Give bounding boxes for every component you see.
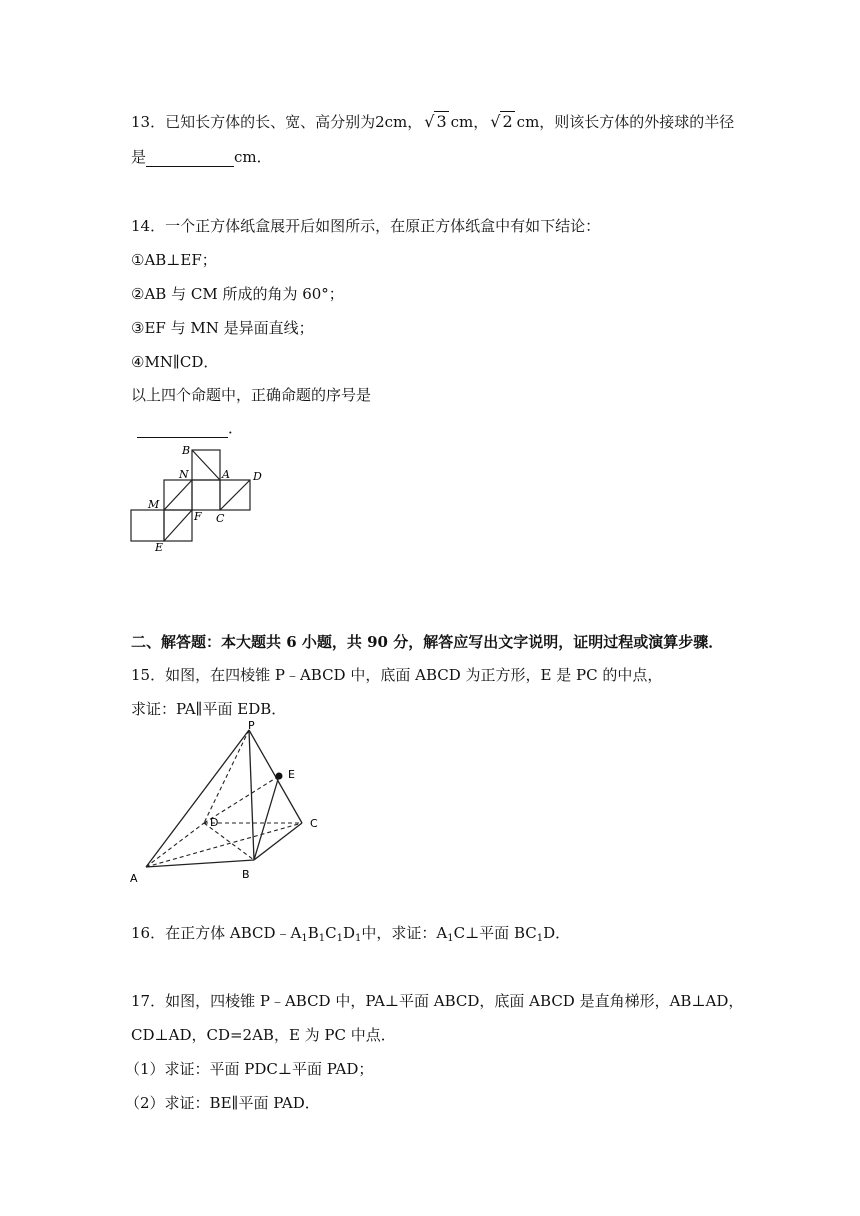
q14-answer-line: ． — [137, 418, 243, 438]
diag-cd — [220, 480, 250, 510]
label-e: E — [155, 541, 164, 554]
q13-text-b: cm，则该长方体的外接球的半径 — [516, 113, 735, 131]
net-square-a — [192, 480, 220, 510]
q13-line1 — [131, 112, 734, 132]
edge-ac — [146, 823, 302, 867]
label-b2: B — [242, 868, 250, 881]
label-f: F — [194, 510, 202, 523]
q14-item-3: ③EF 与 MN 是异面直线； — [131, 319, 314, 337]
q17-line1: 17．如图，四棱锥 P﹣ABCD 中，PA⊥平面 ABCD，底面 ABCD 是直角梯形，AB⊥AD， — [131, 992, 744, 1010]
q15-line2: 求证：PA∥平面 EDB． — [131, 700, 287, 718]
q17-part2: （2）求证：BE∥平面 PAD． — [125, 1094, 320, 1112]
label-e2: E — [288, 768, 295, 781]
diag-mn — [164, 480, 192, 510]
q15-line1: 15．如图，在四棱锥 P﹣ABCD 中，底面 ABCD 为正方形，E 是 PC 的中点， — [131, 666, 663, 684]
q13-unit-a: cm， — [450, 113, 489, 131]
q17-line2: CD⊥AD，CD=2AB，E 为 PC 中点． — [131, 1026, 396, 1044]
q14-intro: 14．一个正方体纸盒展开后如图所示，在原正方体纸盒中有如下结论： — [131, 217, 601, 235]
q14-item-1: ①AB⊥EF； — [131, 251, 217, 269]
q17-part1: （1）求证：平面 PDC⊥平面 PAD； — [125, 1060, 374, 1078]
label-n: N — [179, 468, 189, 481]
edge-pa — [146, 730, 249, 867]
label-a: A — [222, 468, 230, 481]
q14-item-2: ②AB 与 CM 所成的角为 60°； — [131, 285, 344, 303]
q14-question: 以上四个命题中，正确命题的序号是 — [131, 386, 372, 404]
diag-ef — [164, 510, 192, 541]
label-b: B — [182, 444, 191, 457]
sqrt-2: √ 2 — [490, 112, 513, 131]
q14-answer-blank[interactable] — [137, 423, 228, 438]
q16-line: 16．在正方体 $ABCD﹣A_1B_1C_1D_1$中，求证：$A_1C\perp$平面 $BC_1D$． — [131, 924, 571, 944]
q13-text-a: 13．已知长方体的长、宽、高分别为2cm， — [131, 113, 423, 131]
cube-net-figure — [126, 440, 266, 555]
label-p: P — [248, 720, 255, 732]
point-e — [276, 773, 283, 780]
pyramid-figure — [124, 720, 334, 885]
edge-bc — [254, 823, 302, 860]
edge-pd — [204, 730, 249, 823]
q14-item-4: ④MN∥CD． — [131, 353, 219, 371]
label-m: M — [148, 498, 160, 511]
label-d2: D — [210, 816, 219, 829]
q13-answer-blank[interactable] — [146, 152, 234, 167]
label-d: D — [253, 470, 262, 483]
edge-ab — [146, 860, 254, 867]
q13-line2: 是 cm． — [131, 148, 272, 166]
diag-ba — [192, 450, 220, 480]
edge-be — [254, 776, 279, 860]
label-c: C — [216, 512, 225, 525]
edge-ad — [146, 823, 204, 867]
sqrt-3: √ 3 — [424, 112, 447, 131]
edge-pb — [249, 730, 254, 860]
label-c2: C — [310, 817, 318, 830]
label-a2: A — [130, 872, 138, 885]
section2-heading: 二、解答题：本大题共 6 小题，共 90 分，解答应写出文字说明，证明过程或演算步骤． — [131, 633, 724, 651]
net-square-left — [131, 510, 164, 541]
